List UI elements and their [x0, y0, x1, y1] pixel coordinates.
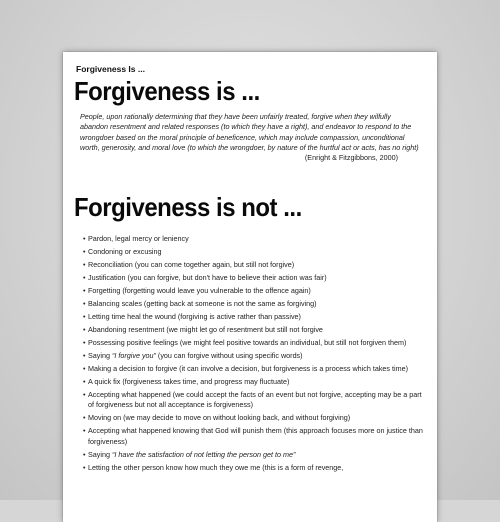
list-item-pre: Saying	[88, 449, 112, 459]
list-item	[83, 426, 423, 447]
list-item	[83, 390, 423, 411]
definition-quote	[80, 112, 420, 163]
list-item-pre: Saying	[88, 350, 112, 360]
list-item	[83, 351, 423, 362]
list-item	[83, 413, 423, 424]
list-item	[83, 463, 423, 474]
list-item-text: Possessing positive feelings (we might feel positive towards an individual, but still not forgiven them)	[88, 337, 407, 347]
list-item	[83, 377, 423, 388]
list-item-text: Condoning or excusing	[88, 246, 162, 256]
list-item-post: (you can forgive without using specific words)	[155, 350, 303, 360]
list-item-text: Letting time heal the wound (forgiving is active rather than passive)	[88, 311, 301, 321]
list-item	[83, 273, 423, 284]
list-item	[83, 325, 423, 336]
worksheet-page	[63, 52, 437, 522]
list-item-text: Justification (you can forgive, but don't have to believe their action was fair)	[88, 272, 327, 282]
header-title: Forgiveness Is ...	[76, 64, 145, 74]
list-item-text: Abandoning resentment (we might let go of resentment but still not forgive	[88, 324, 323, 334]
list-item	[83, 450, 423, 461]
list-item	[83, 364, 423, 375]
list-item	[83, 338, 423, 349]
list-item-text: Balancing scales (getting back at someone is not the same as forgiving)	[88, 298, 317, 308]
list-item-text: Accepting what happened (we could accept the facts of an event but not forgive, accepting may be a part of forgiveness but not all acceptance is forgiveness)	[88, 389, 422, 410]
list-item-text: Accepting what happened knowing that God will punish them (this approach focuses more on justice than forgiveness)	[88, 426, 423, 446]
section-title-is-not: Forgiveness is not ...	[74, 192, 302, 222]
is-not-list	[83, 234, 423, 476]
list-item-text: A quick fix (forgiveness takes time, and progress may fluctuate)	[88, 376, 290, 386]
list-item	[83, 299, 423, 310]
list-item	[83, 247, 423, 258]
list-item-text: Pardon, legal mercy or leniency	[88, 234, 189, 243]
list-item-text: Forgetting (forgetting would leave you vulnerable to the offence again)	[88, 285, 311, 295]
list-item	[83, 260, 423, 271]
quote-text: People, upon rationally determining that they have been unfairly treated, forgive when they wilfully abandon resentment and related responses (to which they have a right), and endeavor to respond to the wrongdoer based on the moral principle of beneficence, which may include compassion, unconditional worth, generosity, and moral love (to which the wrongdoer, by nature of the hurtful act or acts, has no right)	[80, 112, 419, 153]
section-title-is: Forgiveness is ...	[74, 76, 260, 106]
list-item	[83, 312, 423, 323]
list-item-italic: “I have the satisfaction of not letting the person get to me”	[111, 449, 296, 459]
list-item	[83, 286, 423, 297]
list-item-text: Making a decision to forgive (it can involve a decision, but forgiveness is a process which takes time)	[88, 363, 408, 373]
list-item-text: Reconciliation (you can come together again, but still not forgive)	[88, 259, 295, 269]
list-item-text: Letting the other person know how much they owe me (this is a form of revenge,	[88, 462, 344, 472]
quote-citation: (Enright & Fitzgibbons, 2000)	[304, 153, 398, 163]
list-item	[83, 234, 423, 245]
list-item-text: Moving on (we may decide to move on without looking back, and without forgiving)	[88, 413, 351, 423]
list-item-italic: “I forgive you”	[111, 350, 156, 360]
